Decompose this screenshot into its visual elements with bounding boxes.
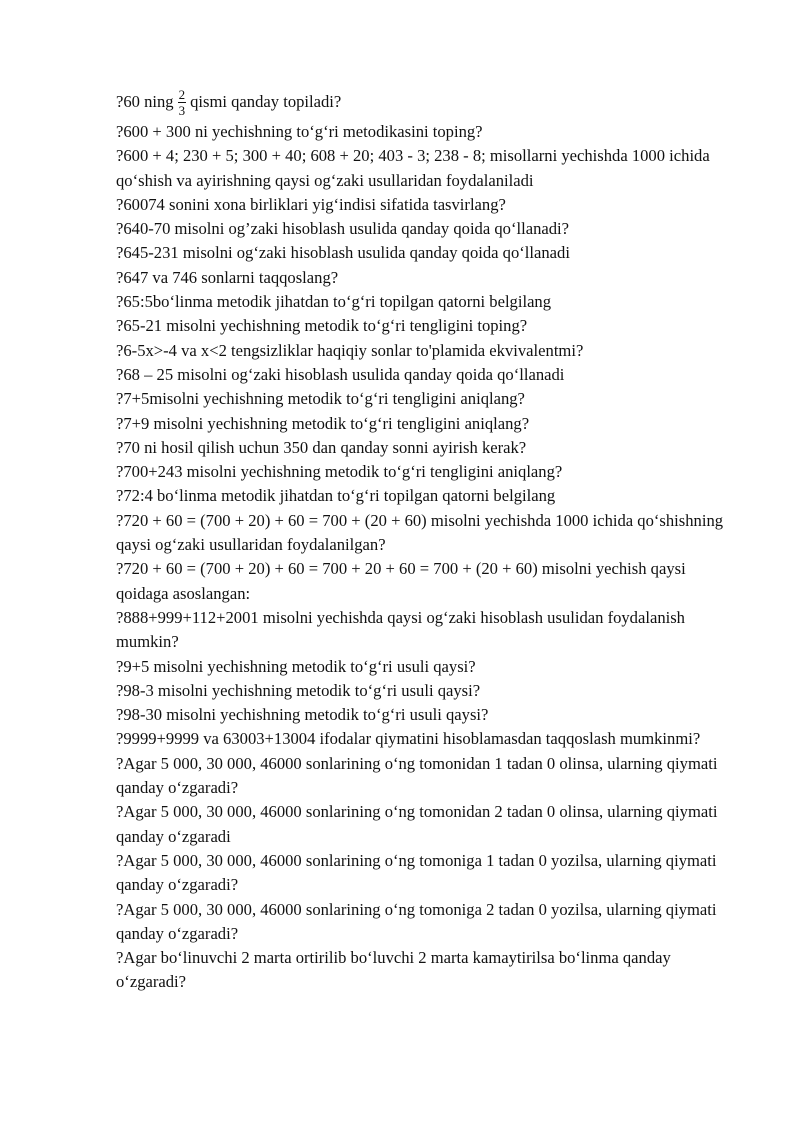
fraction-numerator: 2 — [178, 86, 186, 102]
question-item: ?98-3 misolni yechishning metodik to‘g‘ri usuli qaysi? — [116, 680, 481, 700]
question-item: ?700+243 misolni yechishning metodik to‘g‘ri tengligini aniqlang? — [116, 462, 563, 482]
question-text-after: qismi qanday topiladi? — [190, 91, 342, 111]
question-item: ?640-70 misolni og’zaki hisoblash usulida qanday qoida qo‘llanadi? — [116, 219, 570, 239]
question-item: ?65-21 misolni yechishning metodik to‘g‘ri tengligini toping? — [116, 316, 528, 336]
question-item: ?888+999+112+2001 misolni yechishda qaysi og‘zaki hisoblash usulidan foydalanish mumkin? — [116, 607, 685, 652]
question-item: ?720 + 60 = (700 + 20) + 60 = 700 + (20 + 60) misolni yechishda 1000 ichida qo‘shishning qaysi og‘zaki usullaridan foydalanilgan? — [116, 510, 724, 555]
fraction — [178, 88, 187, 117]
question-item: ?7+5misolni yechishning metodik to‘g‘ri tengligini aniqlang? — [116, 389, 525, 409]
question-item: ?Agar 5 000, 30 000, 46000 sonlarining o‘ng tomoniga 2 tadan 0 yozilsa, ularning qiymati qanday o‘zgaradi? — [116, 899, 717, 943]
question-item: ?7+9 misolni yechishning metodik to‘g‘ri tengligini aniqlang? — [116, 413, 530, 433]
question-item: ?600 + 300 ni yechishning to‘g‘ri metodikasini toping? — [116, 122, 483, 141]
question-list — [116, 120, 741, 995]
question-item: ?60074 sonini xona birliklari yig‘indisi sifatida tasvirlang? — [116, 194, 506, 214]
question-item: ?Agar 5 000, 30 000, 46000 sonlarining o‘ng tomonidan 2 tadan 0 olinsa, ularning qiymati qanday o‘zgaradi — [116, 802, 718, 846]
question-item — [116, 84, 741, 120]
question-item: ?9999+9999 va 63003+13004 ifodalar qiymatini hisoblamasdan taqqoslash mumkinmi? — [116, 729, 701, 749]
question-item: ?98-30 misolni yechishning metodik to‘g‘ri usuli qaysi? — [116, 705, 489, 725]
question-item: ?70 ni hosil qilish uchun 350 dan qanday sonni ayirish kerak? — [116, 437, 527, 457]
question-item: ?72:4 bo‘linma metodik jihatdan to‘g‘ri topilgan qatorni belgilang — [116, 486, 556, 506]
question-item: ?Agar 5 000, 30 000, 46000 sonlarining o‘ng tomoniga 1 tadan 0 yozilsa, ularning qiymati qanday o‘zgaradi? — [116, 850, 717, 895]
question-item: ?68 – 25 misolni og‘zaki hisoblash usulida qanday qoida qo‘llanadi — [116, 364, 565, 384]
question-item: ?645-231 misolni og‘zaki hisoblash usulida qanday qoida qo‘llanadi — [116, 243, 570, 263]
question-item: ?600 + 4; 230 + 5; 300 + 40; 608 + 20; 403 - 3; 238 - 8; misollarni yechishda 1000 ichida qo‘shish va ayirishning qaysi og‘zaki usullaridan foydalaniladi — [116, 146, 710, 190]
fraction-denominator: 3 — [178, 102, 186, 118]
question-item: ?6-5x>-4 va x<2 tengsizliklar haqiqiy sonlar to'plamida ekvivalentmi? — [116, 340, 584, 360]
document-page — [116, 84, 741, 995]
question-item: ?720 + 60 = (700 + 20) + 60 = 700 + 20 + 60 = 700 + (20 + 60) misolni yechish qaysi qoidaga asoslangan: — [116, 559, 686, 603]
question-item: ?9+5 misolni yechishning metodik to‘g‘ri usuli qaysi? — [116, 656, 476, 676]
question-item: ?647 va 746 sonlarni taqqoslang? — [116, 267, 339, 287]
question-item: ?65:5bo‘linma metodik jihatdan to‘g‘ri topilgan qatorni belgilang — [116, 292, 552, 312]
question-text-before: ?60 ning — [116, 91, 174, 111]
question-item: ?Agar bo‘linuvchi 2 marta ortirilib bo‘luvchi 2 marta kamaytirilsa bo‘linma qanday o‘zgaradi? — [116, 948, 671, 992]
question-item: ?Agar 5 000, 30 000, 46000 sonlarining o‘ng tomonidan 1 tadan 0 olinsa, ularning qiymati qanday o‘zgaradi? — [116, 753, 718, 798]
